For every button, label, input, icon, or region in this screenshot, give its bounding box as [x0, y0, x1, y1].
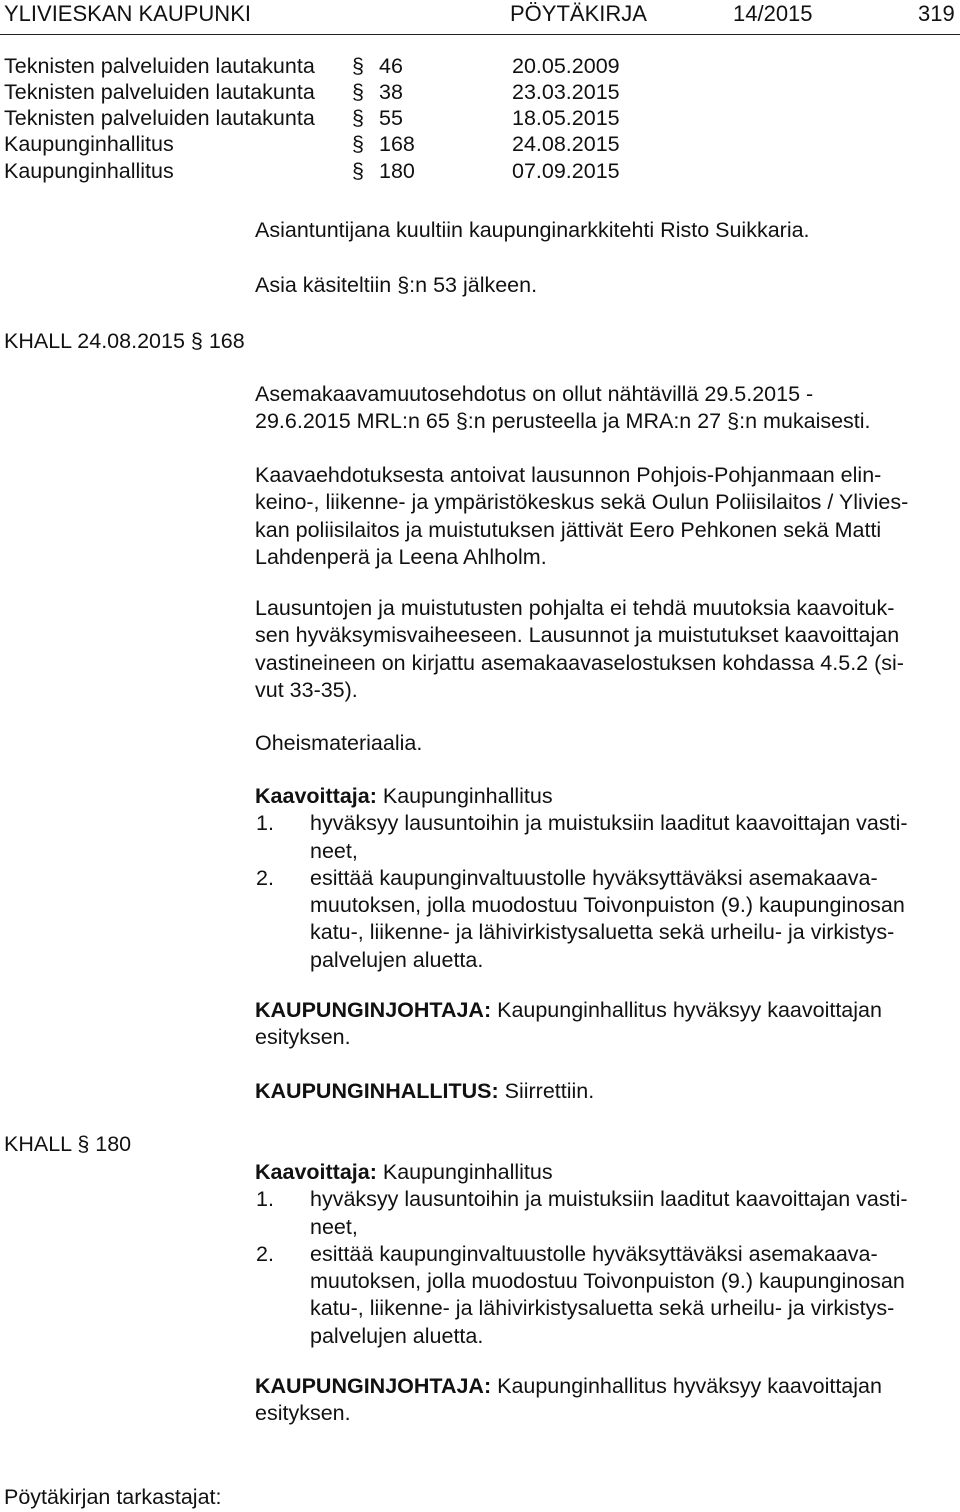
- section-sign-icon: §: [727, 409, 740, 434]
- mayor-text-continued: esityksen.: [255, 1401, 351, 1426]
- public-display-part: :n perusteella ja MRA:n 27: [467, 409, 728, 434]
- mayor-label: KAUPUNGINJOHTAJA:: [255, 1374, 492, 1398]
- decision-label: KAUPUNGINHALLITUS:: [255, 1079, 499, 1103]
- mayor-text: Kaupunginhallitus hyväksyy kaavoittajan: [491, 998, 882, 1022]
- statements-paragraph: [255, 462, 957, 571]
- attachment-note: [255, 730, 957, 757]
- mayor-proposal-line: [255, 1373, 957, 1400]
- meeting-reference-180: [4, 1131, 131, 1158]
- list-item: [255, 1241, 957, 1350]
- page-number: 319: [918, 1, 955, 26]
- decision-line: [255, 1078, 957, 1105]
- section-sign-icon: §: [352, 54, 364, 78]
- list-item: [255, 810, 957, 865]
- history-number: 180: [379, 159, 415, 183]
- expert-text: Asiantuntijana kuultiin kaupunginarkkitehti Risto Suikkaria.: [255, 218, 810, 242]
- list-item-line: katu-, liikenne- ja lähivirkistysaluetta sekä urheilu- ja virkistys-: [310, 920, 895, 945]
- history-body: Kaupunginhallitus: [4, 132, 174, 156]
- meeting-reference-168: [4, 328, 245, 355]
- proposal-text: Kaupunginhallitus: [376, 784, 553, 808]
- proposal-label: Kaavoittaja:: [255, 1160, 377, 1184]
- history-date: 20.05.2009: [512, 54, 620, 78]
- section-sign-icon: §: [397, 273, 410, 297]
- city-name: YLIVIESKAN KAUPUNKI: [4, 1, 251, 26]
- list-item-line: palvelujen aluetta.: [310, 947, 484, 972]
- attachment-text: Oheismateriaalia.: [255, 731, 423, 755]
- history-row: [4, 53, 644, 80]
- header-divider: [0, 34, 960, 35]
- proposal-text: Kaupunginhallitus: [376, 1160, 553, 1184]
- proposal-label: Kaavoittaja:: [255, 784, 377, 808]
- history-row: [4, 105, 644, 132]
- public-display-notice: [255, 381, 957, 436]
- history-number: 168: [379, 132, 415, 156]
- mayor-proposal: [255, 997, 957, 1052]
- section-sign-icon: §: [455, 409, 468, 434]
- list-item-line: neet,: [310, 1214, 358, 1239]
- history-row: [4, 158, 644, 185]
- list-item-line: esittää kaupunginvaltuustolle hyväksyttäväksi asemakaava-: [310, 865, 878, 890]
- minutes-checkers-label: Pöytäkirjan tarkastajat:: [4, 1485, 222, 1509]
- list-item-number: 2.: [256, 865, 274, 890]
- meeting-reference-prefix: KHALL: [4, 1132, 72, 1156]
- section-sign-icon: §: [352, 80, 364, 104]
- changes-line: vut 33-35).: [255, 677, 358, 702]
- section-sign-icon: §: [352, 159, 364, 183]
- list-item-line: hyväksyy lausuntoihin ja muistuksiin laaditut kaavoittajan vasti-: [310, 1187, 908, 1212]
- planner-proposal: [255, 1159, 957, 1350]
- history-date: 07.09.2015: [512, 159, 620, 183]
- history-body: Teknisten palveluiden lautakunta: [4, 80, 315, 104]
- public-display-line-1: Asemakaavamuutosehdotus on ollut nähtävillä 29.5.2015 -: [255, 382, 814, 406]
- history-row: [4, 79, 644, 106]
- meeting-reference-number: 168: [208, 329, 245, 353]
- list-item-line: muutoksen, jolla muodostuu Toivonpuiston (9.) kaupunginosan: [310, 893, 905, 918]
- public-display-line-2: [255, 408, 957, 435]
- statements-line: keino-, liikenne- ja ympäristökeskus sekä Oulun Poliisilaitos / Ylivies-: [255, 490, 909, 515]
- list-item-line: neet,: [310, 838, 358, 863]
- section-sign-icon: §: [352, 106, 364, 130]
- section-sign-icon: §: [77, 1132, 90, 1156]
- proposal-heading: [255, 783, 957, 810]
- proposal-list: [255, 810, 957, 974]
- document-type: PÖYTÄKIRJA: [510, 1, 647, 26]
- proposal-heading: [255, 1159, 957, 1186]
- list-item-line: muutoksen, jolla muodostuu Toivonpuiston (9.) kaupunginosan: [310, 1269, 905, 1294]
- handling-order-post: :n 53 jälkeen.: [409, 273, 538, 297]
- history-date: 24.08.2015: [512, 132, 620, 156]
- section-sign-icon: §: [190, 329, 203, 353]
- public-display-part: :n mukaisesti.: [739, 409, 871, 434]
- mayor-proposal-line: [255, 997, 957, 1024]
- handling-order-pre: Asia käsiteltiin: [255, 273, 398, 297]
- list-item-line: palvelujen aluetta.: [310, 1323, 484, 1348]
- list-item: [255, 1186, 957, 1241]
- mayor-proposal: [255, 1373, 957, 1428]
- history-body: Kaupunginhallitus: [4, 159, 174, 183]
- expert-statement: [255, 217, 957, 244]
- issue-number: 14/2015: [733, 1, 813, 26]
- history-number: 38: [379, 80, 403, 104]
- history-row: [4, 131, 644, 158]
- history-date: 18.05.2015: [512, 106, 620, 130]
- board-decision: [255, 1078, 957, 1105]
- section-sign-icon: §: [352, 132, 364, 156]
- list-item-number: 2.: [256, 1241, 274, 1266]
- statements-line: Lahdenperä ja Leena Ahlholm.: [255, 544, 547, 569]
- history-body: Teknisten palveluiden lautakunta: [4, 106, 315, 130]
- mayor-label: KAUPUNGINJOHTAJA:: [255, 998, 492, 1022]
- statements-line: Kaavaehdotuksesta antoivat lausunnon Pohjois-Pohjanmaan elin-: [255, 463, 882, 487]
- history-number: 46: [379, 54, 403, 78]
- changes-line: sen hyväksymisvaiheeseen. Lausunnot ja muistutukset kaavoittajan: [255, 623, 900, 648]
- statements-line: kan poliisilaitos ja muistutuksen jättivät Eero Pehkonen sekä Matti: [255, 517, 882, 542]
- list-item-line: katu-, liikenne- ja lähivirkistysaluetta sekä urheilu- ja virkistys-: [310, 1296, 895, 1321]
- changes-paragraph: [255, 595, 957, 704]
- mayor-text: Kaupunginhallitus hyväksyy kaavoittajan: [491, 1374, 882, 1398]
- list-item: [255, 865, 957, 974]
- handling-order-text: [255, 272, 957, 299]
- list-item-number: 1.: [256, 1187, 274, 1212]
- list-item-line: hyväksyy lausuntoihin ja muistuksiin laaditut kaavoittajan vasti-: [310, 811, 908, 836]
- handling-order: [255, 272, 957, 299]
- planner-proposal: [255, 783, 957, 974]
- decision-text: Siirrettiin.: [498, 1079, 595, 1103]
- list-item-line: esittää kaupunginvaltuustolle hyväksyttäväksi asemakaava-: [310, 1241, 878, 1266]
- mayor-text-continued: esityksen.: [255, 1025, 351, 1050]
- changes-line: Lausuntojen ja muistutusten pohjalta ei tehdä muutoksia kaavoituk-: [255, 596, 895, 620]
- meeting-reference-number: 180: [95, 1132, 132, 1156]
- history-body: Teknisten palveluiden lautakunta: [4, 54, 315, 78]
- meeting-reference-prefix: KHALL 24.08.2015: [4, 329, 185, 353]
- list-item-number: 1.: [256, 811, 274, 836]
- public-display-part: 29.6.2015 MRL:n 65: [255, 409, 456, 434]
- history-number: 55: [379, 106, 403, 130]
- proposal-list: [255, 1186, 957, 1350]
- changes-line: vastineineen on kirjattu asemakaavaselostuksen kohdassa 4.5.2 (si-: [255, 650, 904, 675]
- history-date: 23.03.2015: [512, 80, 620, 104]
